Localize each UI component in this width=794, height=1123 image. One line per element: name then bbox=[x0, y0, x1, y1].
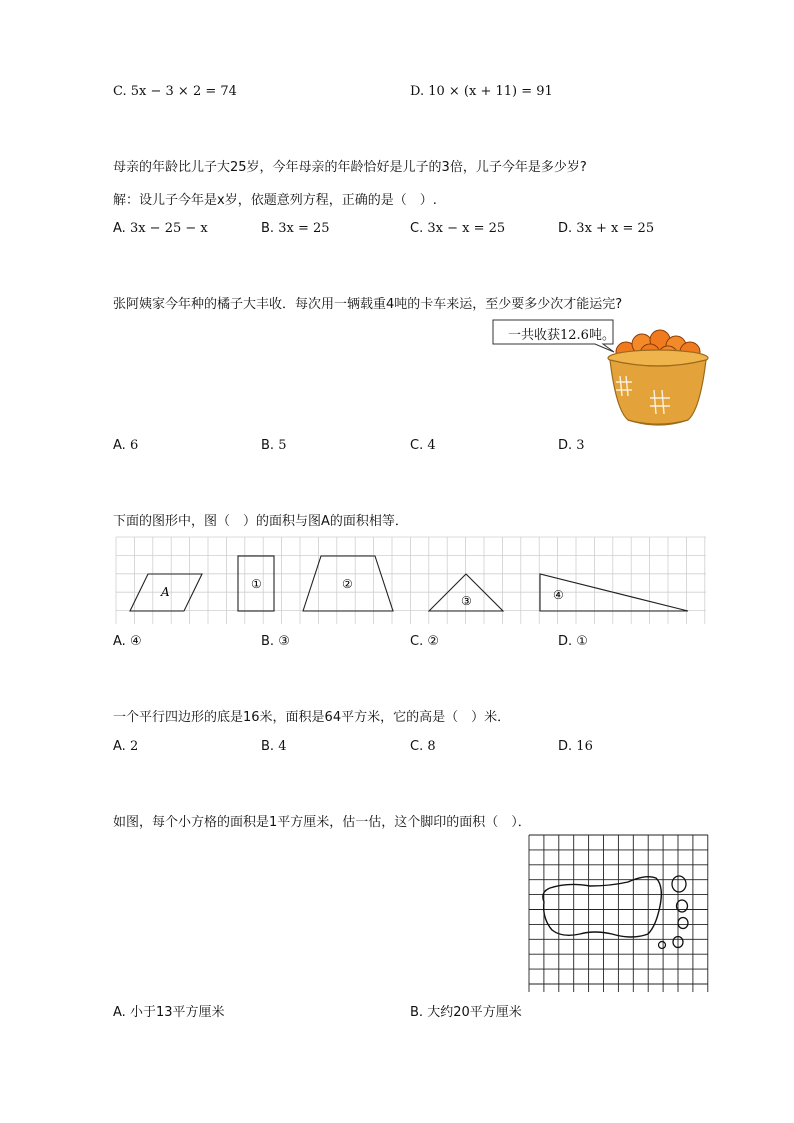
shape-label-4: ④ bbox=[553, 588, 564, 602]
option-c[interactable] bbox=[410, 634, 439, 649]
option-letter: C. bbox=[410, 221, 424, 236]
option-letter: A. bbox=[113, 221, 126, 236]
option-letter: B. bbox=[261, 438, 275, 453]
option-a[interactable] bbox=[113, 1001, 224, 1020]
option-letter: D. bbox=[558, 634, 573, 649]
option-c[interactable] bbox=[410, 739, 436, 754]
option-letter: B. bbox=[261, 634, 275, 649]
option-letter: B. bbox=[261, 739, 275, 754]
option-text: ③ bbox=[278, 634, 290, 649]
option-text: 5x − 3 × 2 = 74 bbox=[130, 84, 237, 99]
option-a[interactable] bbox=[113, 634, 142, 649]
option-a[interactable] bbox=[113, 438, 138, 453]
option-letter: A. bbox=[113, 739, 126, 754]
option-text: 3x − x = 25 bbox=[427, 221, 506, 236]
option-a[interactable] bbox=[113, 739, 138, 754]
option-d[interactable] bbox=[558, 634, 588, 649]
orange-basket-image bbox=[606, 330, 710, 430]
option-b[interactable] bbox=[261, 634, 290, 649]
option-letter: D. bbox=[410, 84, 425, 99]
question-stem: 下面的图形中，图（ ）的面积与图A的面积相等． bbox=[113, 514, 408, 529]
option-text: ② bbox=[427, 634, 440, 649]
option-letter: B. bbox=[410, 1005, 424, 1020]
option-b[interactable] bbox=[410, 1001, 522, 1020]
option-text: 3 bbox=[576, 438, 585, 453]
option-text: 3x + x = 25 bbox=[576, 221, 655, 236]
footprint-grid-figure bbox=[528, 834, 710, 994]
option-text: 3x = 25 bbox=[278, 221, 330, 236]
option-a[interactable] bbox=[113, 221, 208, 236]
option-letter: D. bbox=[558, 438, 573, 453]
option-letter: A. bbox=[113, 1005, 126, 1020]
option-b[interactable] bbox=[261, 739, 286, 754]
option-letter: C. bbox=[410, 739, 424, 754]
option-text: 8 bbox=[427, 739, 436, 754]
option-b[interactable] bbox=[261, 438, 286, 453]
question-stem: 如图，每个小方格的面积是1平方厘米，估一估，这个脚印的面积（ ）． bbox=[113, 815, 531, 830]
option-text: ④ bbox=[129, 634, 142, 649]
option-letter: D. bbox=[558, 739, 573, 754]
option-text: 5 bbox=[278, 438, 287, 453]
option-text: ① bbox=[576, 634, 588, 649]
option-letter: D. bbox=[558, 221, 573, 236]
option-text: 6 bbox=[129, 438, 139, 453]
option-text: 大约20平方厘米 bbox=[427, 1005, 522, 1020]
shapes-grid-figure bbox=[116, 536, 708, 624]
option-letter: C. bbox=[410, 438, 424, 453]
option-c[interactable] bbox=[410, 221, 505, 236]
option-c[interactable] bbox=[410, 438, 436, 453]
option-text: 3x − 25 − x bbox=[129, 221, 208, 236]
option-letter: C. bbox=[113, 84, 127, 99]
question-stem: 张阿姨家今年种的橘子大丰收．每次用一辆载重4吨的卡车来运，至少要多少次才能运完? bbox=[113, 297, 623, 312]
bubble-text: 一共收获12.6吨。 bbox=[508, 328, 615, 343]
option-letter: A. bbox=[113, 634, 126, 649]
option-text: 16 bbox=[576, 739, 593, 754]
shape-label-1: ① bbox=[251, 577, 262, 591]
option-text: 2 bbox=[129, 739, 139, 754]
question-stem: 母亲的年龄比儿子大25岁，今年母亲的年龄恰好是儿子的3倍，儿子今年是多少岁? bbox=[113, 160, 587, 175]
option-d[interactable] bbox=[558, 739, 593, 754]
question-subtext: 解：设儿子今年是x岁，依题意列方程，正确的是（ ）. bbox=[113, 193, 437, 208]
option-letter: B. bbox=[261, 221, 275, 236]
shape-label-2: ② bbox=[342, 577, 353, 591]
option-b[interactable] bbox=[261, 221, 330, 236]
option-text: 4 bbox=[427, 438, 436, 453]
option-d[interactable] bbox=[410, 84, 553, 99]
option-d[interactable] bbox=[558, 438, 585, 453]
option-text: 10 × (x + 11) = 91 bbox=[428, 84, 553, 99]
question-stem: 一个平行四边形的底是16米，面积是64平方米，它的高是（ ）米． bbox=[113, 710, 511, 725]
shape-label-a: A bbox=[161, 585, 170, 599]
option-d[interactable] bbox=[558, 221, 654, 236]
option-text: 小于13平方厘米 bbox=[129, 1005, 225, 1020]
option-letter: A. bbox=[113, 438, 126, 453]
option-letter: C. bbox=[410, 634, 424, 649]
option-c[interactable] bbox=[113, 84, 237, 99]
shape-label-3: ③ bbox=[461, 594, 472, 608]
option-text: 4 bbox=[278, 739, 287, 754]
